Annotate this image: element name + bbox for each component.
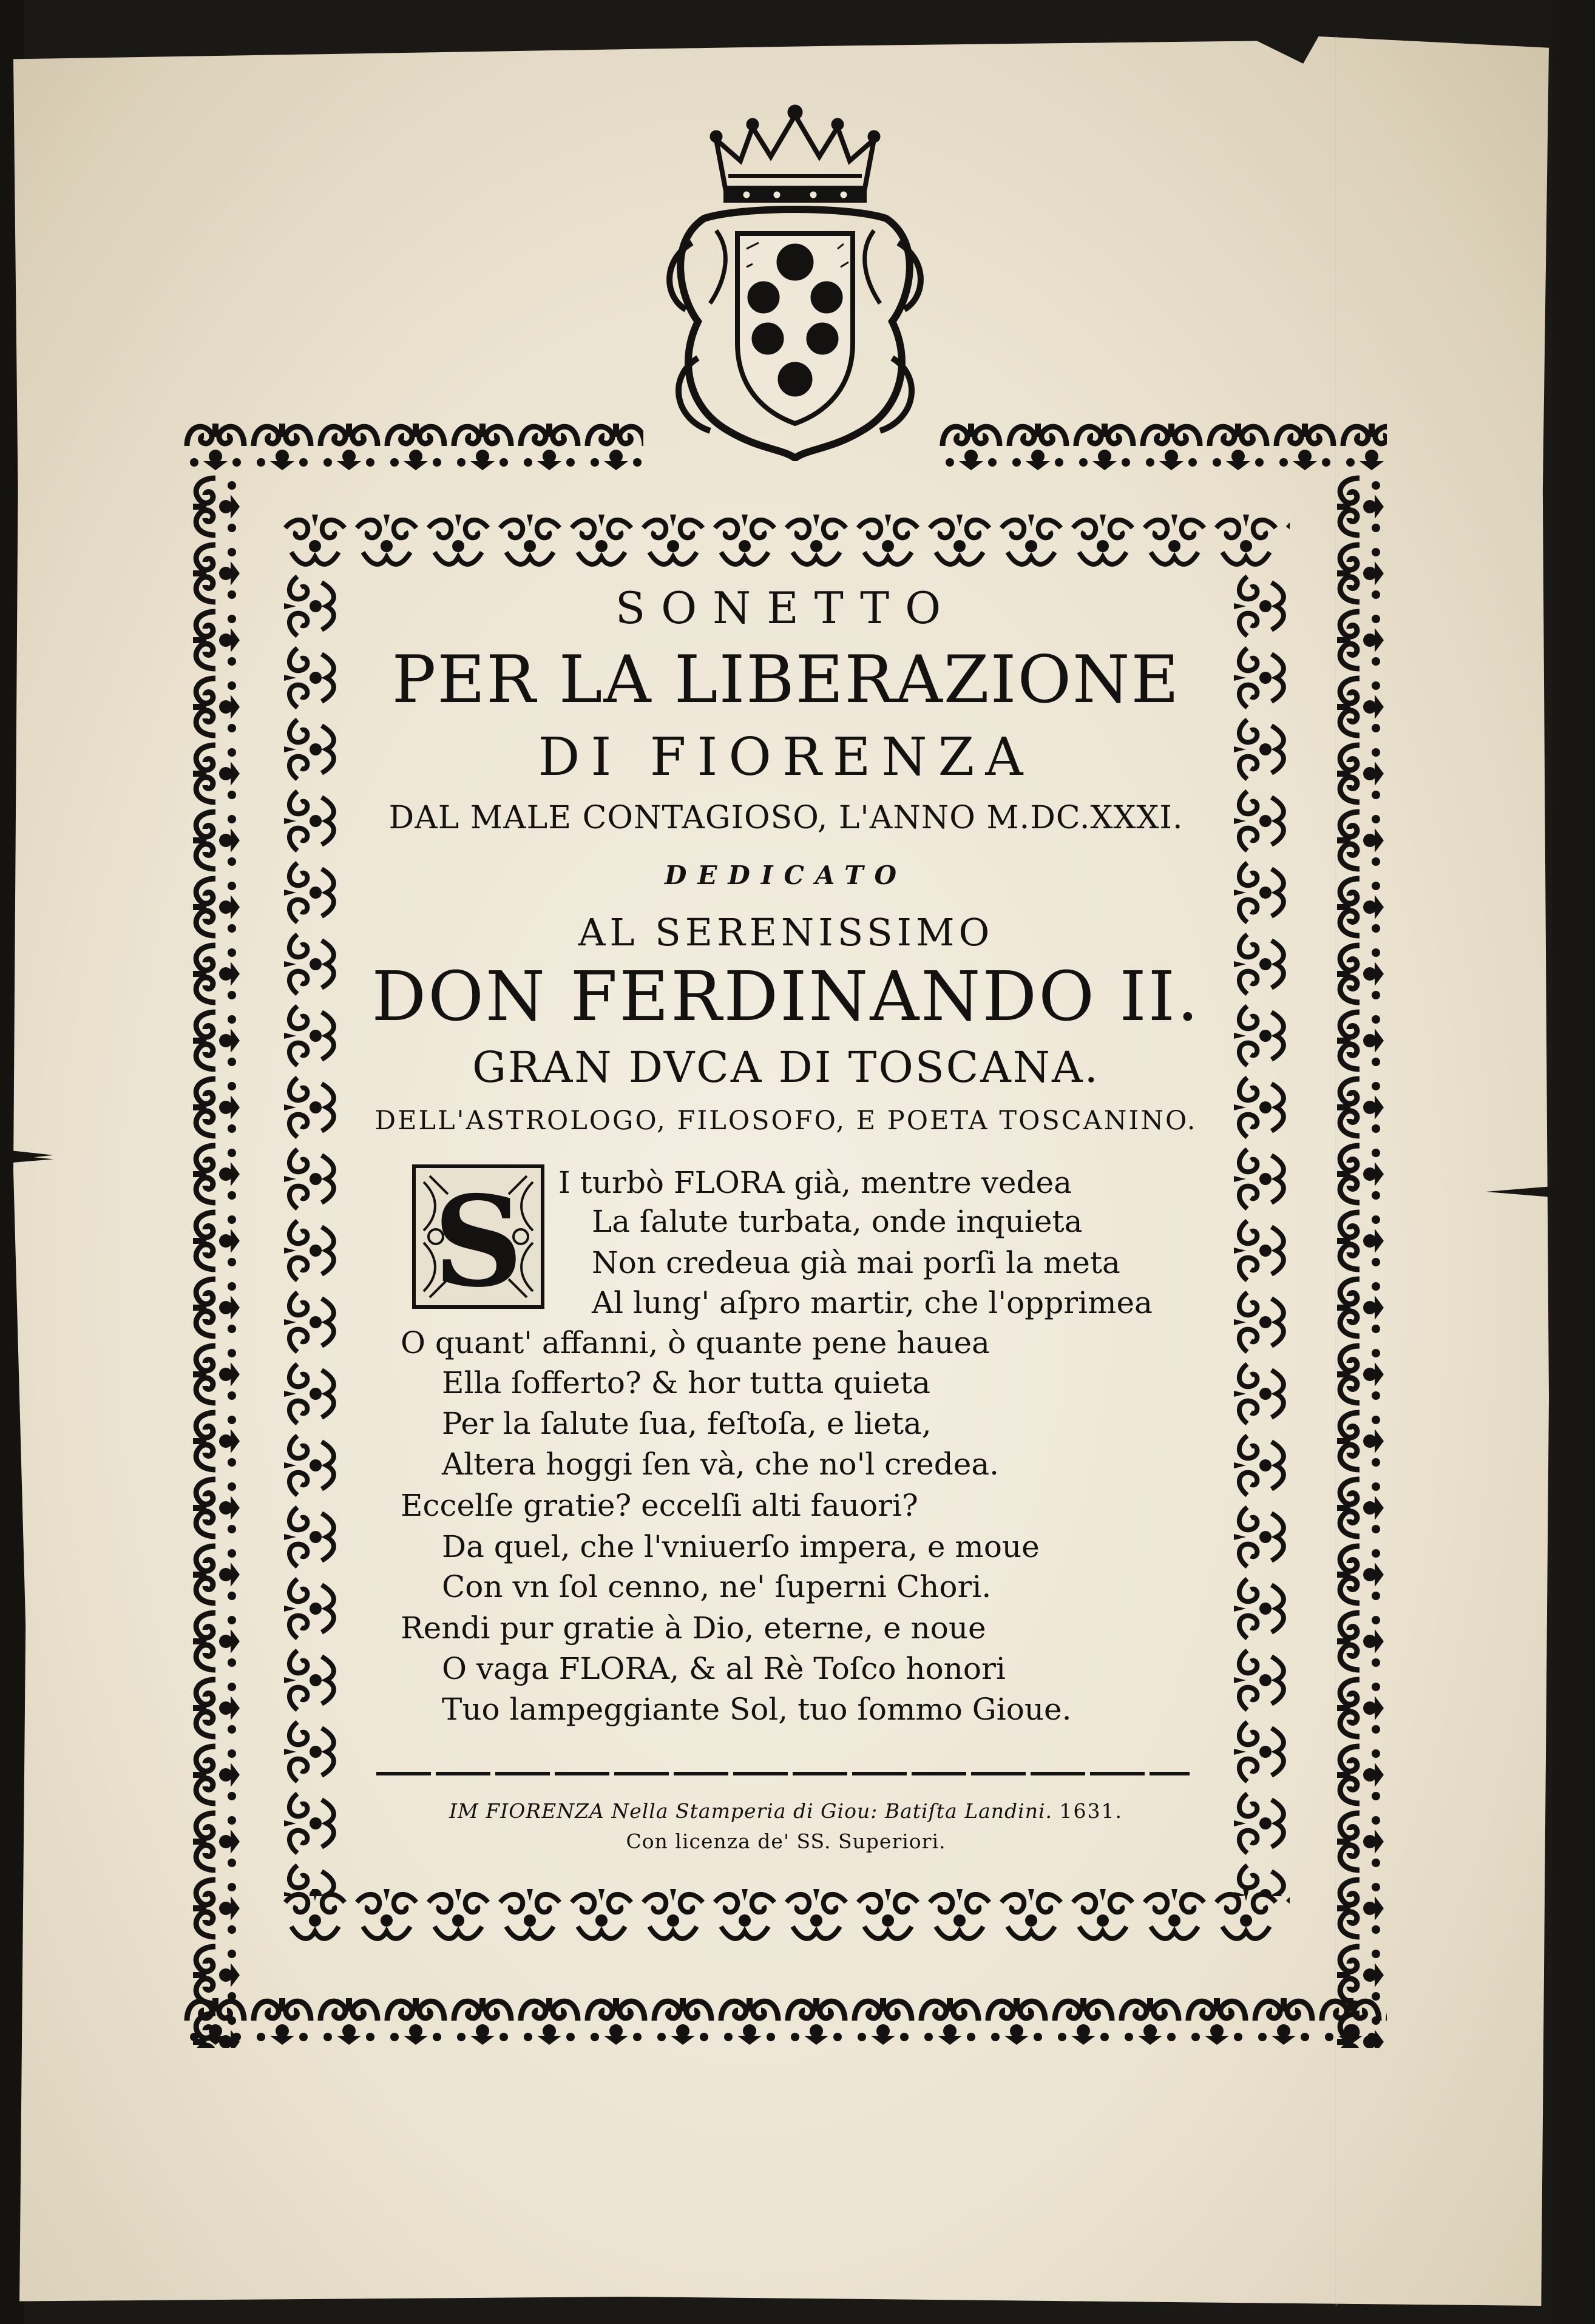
sonnet-line-1: I turbò FLORA già, mentre vedea (558, 1165, 1072, 1200)
sonnet-line-11: Con vn ſol cenno, ne' ſuperni Chori. (442, 1569, 992, 1604)
sonnet-line-2: La ſalute turbata, onde inquieta (592, 1204, 1083, 1239)
subtitle-dal-male-contagioso: DAL MALE CONTAGIOSO, L'ANNO M.DC.XXXI. (388, 800, 1184, 836)
imprint-year: 1631. (1059, 1799, 1123, 1823)
ornament-border-top-right (938, 413, 1387, 473)
sonnet-line-3: Non credeua già mai porſi la meta (592, 1245, 1120, 1280)
ornament-border-top-left (182, 413, 643, 473)
background-right (1553, 0, 1595, 2324)
sonnet-line-7: Per la ſalute ſua, feſtoſa, e lieta, (442, 1406, 932, 1441)
ornament-inner-border-bottom (279, 1884, 1290, 1945)
author-line: DELL'ASTROLOGO, FILOSOFO, E POETA TOSCANINO. (374, 1106, 1197, 1136)
title-di-fiorenza: DI FIORENZA (538, 727, 1034, 788)
sonnet-line-6: Ella ſofferto? & hor tutta quieta (442, 1365, 931, 1400)
ornament-inner-border-right (1229, 570, 1290, 1896)
license-line: Con licenza de' SS. Superiori. (626, 1829, 946, 1853)
ornament-border-bottom (182, 1987, 1387, 2048)
sonnet-line-14: Tuo lampeggiante Sol, tuo ſommo Gioue. (442, 1692, 1072, 1727)
sonnet-line-12: Rendi pur gratie à Dio, eterne, e noue (401, 1610, 986, 1646)
medici-coat-of-arms (655, 103, 935, 461)
dedicatee-name: DON FERDINANDO II. (371, 958, 1200, 1036)
ornament-border-left (182, 473, 243, 2048)
subtitle-al-serenissimo: AL SERENISSIMO (578, 910, 994, 954)
title-sonetto: SONETTO (615, 583, 957, 633)
sonnet-line-5: O quant' affanni, ò quante pene hauea (401, 1325, 990, 1360)
dashed-rule (376, 1771, 1190, 1777)
title-per-la-liberazione: PER LA LIBERAZIONE (391, 642, 1180, 718)
sonnet-line-8: Altera hoggi ſen và, che no'l credea. (442, 1447, 1000, 1482)
initial-letter: S (433, 1169, 524, 1309)
imprint-line (352, 1799, 1220, 1823)
decorated-initial-s (411, 1164, 545, 1309)
sonnet-line-9: Eccelſe gratie? eccelſi alti fauori? (401, 1488, 918, 1523)
sonnet-line-4: Al lung' aſpro martir, che l'opprimea (592, 1285, 1153, 1320)
ornament-inner-border-left (279, 570, 340, 1896)
ornament-inner-border-top (279, 510, 1290, 570)
ornament-border-right (1326, 473, 1387, 2048)
dedicatee-title: GRAN DVCA DI TOSCANA. (472, 1042, 1100, 1092)
broadside-text (352, 583, 1220, 1869)
sonnet-line-10: Da quel, che l'vniuerſo impera, e moue (442, 1529, 1040, 1564)
sonnet-line-13: O vaga FLORA, & al Rè Toſco honori (442, 1651, 1006, 1686)
subtitle-dedicato: DEDICATO (664, 860, 908, 890)
imprint-text: IM FIORENZA Nella Stamperia di Giou: Batiſta Landini. (449, 1799, 1053, 1823)
